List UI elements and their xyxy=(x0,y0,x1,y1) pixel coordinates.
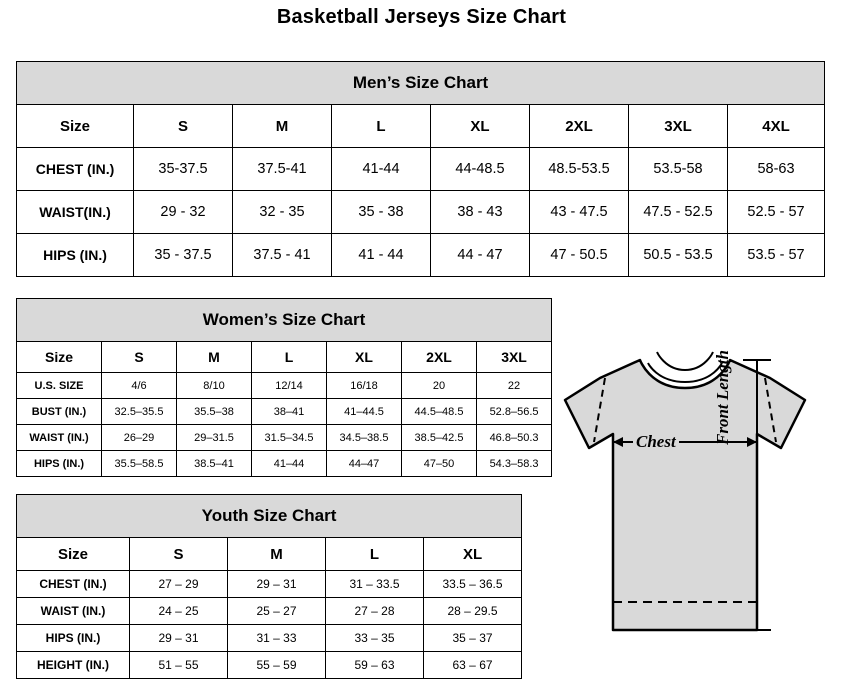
column-header: Size xyxy=(17,105,134,148)
table-cell: 59 – 63 xyxy=(326,652,424,679)
table-cell: 63 – 67 xyxy=(424,652,522,679)
table-cell: 44.5–48.5 xyxy=(402,399,477,425)
youth-size-chart-table xyxy=(16,494,522,679)
column-header: L xyxy=(326,538,424,571)
row-label: U.S. SIZE xyxy=(17,373,102,399)
table-cell: 48.5-53.5 xyxy=(530,148,629,191)
table-cell: 24 – 25 xyxy=(130,598,228,625)
column-header: M xyxy=(177,342,252,373)
table-row xyxy=(17,625,522,652)
table-cell: 47 - 50.5 xyxy=(530,234,629,277)
table-cell: 37.5 - 41 xyxy=(233,234,332,277)
table-row xyxy=(17,652,522,679)
table-cell: 28 – 29.5 xyxy=(424,598,522,625)
table-cell: 29 – 31 xyxy=(228,571,326,598)
table-cell: 55 – 59 xyxy=(228,652,326,679)
row-label: HEIGHT (IN.) xyxy=(17,652,130,679)
table-cell: 44 - 47 xyxy=(431,234,530,277)
row-label: WAIST (IN.) xyxy=(17,425,102,451)
column-header: XL xyxy=(431,105,530,148)
womens-size-chart-table xyxy=(16,298,552,477)
row-label: HIPS (IN.) xyxy=(17,625,130,652)
table-cell: 31 – 33.5 xyxy=(326,571,424,598)
table-row xyxy=(17,234,825,277)
table-cell: 58-63 xyxy=(728,148,825,191)
table-cell: 33 – 35 xyxy=(326,625,424,652)
table-cell: 31.5–34.5 xyxy=(252,425,327,451)
column-header: L xyxy=(252,342,327,373)
table-caption-row xyxy=(17,62,825,105)
table-cell: 35 - 37.5 xyxy=(134,234,233,277)
column-header: S xyxy=(134,105,233,148)
column-header: XL xyxy=(327,342,402,373)
table-cell: 35 – 37 xyxy=(424,625,522,652)
table-cell: 41–44 xyxy=(252,451,327,477)
table-cell: 35-37.5 xyxy=(134,148,233,191)
table-cell: 20 xyxy=(402,373,477,399)
table-cell: 31 – 33 xyxy=(228,625,326,652)
table-cell: 44-48.5 xyxy=(431,148,530,191)
table-row xyxy=(17,425,552,451)
table-cell: 53.5-58 xyxy=(629,148,728,191)
table-cell: 37.5-41 xyxy=(233,148,332,191)
table-caption-row xyxy=(17,299,552,342)
table-cell: 41–44.5 xyxy=(327,399,402,425)
column-header: M xyxy=(228,538,326,571)
youth-caption: Youth Size Chart xyxy=(17,495,522,538)
table-cell: 52.5 - 57 xyxy=(728,191,825,234)
row-label: CHEST (IN.) xyxy=(17,148,134,191)
table-cell: 8/10 xyxy=(177,373,252,399)
table-cell: 46.8–50.3 xyxy=(477,425,552,451)
table-row xyxy=(17,399,552,425)
table-cell: 27 – 28 xyxy=(326,598,424,625)
table-cell: 50.5 - 53.5 xyxy=(629,234,728,277)
table-row xyxy=(17,571,522,598)
table-row xyxy=(17,373,552,399)
row-label: BUST (IN.) xyxy=(17,399,102,425)
table-cell: 43 - 47.5 xyxy=(530,191,629,234)
table-cell: 29–31.5 xyxy=(177,425,252,451)
table-cell: 47–50 xyxy=(402,451,477,477)
table-header-row xyxy=(17,538,522,571)
chest-measure-label: Chest xyxy=(633,432,679,452)
table-cell: 41 - 44 xyxy=(332,234,431,277)
table-cell: 38 - 43 xyxy=(431,191,530,234)
table-cell: 38.5–41 xyxy=(177,451,252,477)
table-cell: 32 - 35 xyxy=(233,191,332,234)
table-cell: 32.5–35.5 xyxy=(102,399,177,425)
page-title: Basketball Jerseys Size Chart xyxy=(276,6,567,28)
womens-caption: Women’s Size Chart xyxy=(17,299,552,342)
table-cell: 33.5 – 36.5 xyxy=(424,571,522,598)
front-length-measure-label: Front Length xyxy=(713,350,732,445)
table-row xyxy=(17,451,552,477)
column-header: L xyxy=(332,105,431,148)
table-cell: 27 – 29 xyxy=(130,571,228,598)
column-header: Size xyxy=(17,342,102,373)
row-label: HIPS (IN.) xyxy=(17,451,102,477)
table-header-row xyxy=(17,105,825,148)
row-label: CHEST (IN.) xyxy=(17,571,130,598)
column-header: Size xyxy=(17,538,130,571)
column-header: 3XL xyxy=(477,342,552,373)
mens-caption: Men’s Size Chart xyxy=(17,62,825,105)
table-cell: 38.5–42.5 xyxy=(402,425,477,451)
column-header: S xyxy=(130,538,228,571)
column-header: 2XL xyxy=(530,105,629,148)
table-cell: 29 – 31 xyxy=(130,625,228,652)
row-label: WAIST(IN.) xyxy=(17,191,134,234)
table-cell: 38–41 xyxy=(252,399,327,425)
table-cell: 29 - 32 xyxy=(134,191,233,234)
table-cell: 12/14 xyxy=(252,373,327,399)
table-cell: 4/6 xyxy=(102,373,177,399)
jersey-shirt-icon xyxy=(545,330,835,670)
table-cell: 25 – 27 xyxy=(228,598,326,625)
table-cell: 35.5–58.5 xyxy=(102,451,177,477)
column-header: 2XL xyxy=(402,342,477,373)
table-cell: 51 – 55 xyxy=(130,652,228,679)
table-cell: 35.5–38 xyxy=(177,399,252,425)
column-header: S xyxy=(102,342,177,373)
table-cell: 54.3–58.3 xyxy=(477,451,552,477)
row-label: WAIST (IN.) xyxy=(17,598,130,625)
table-cell: 26–29 xyxy=(102,425,177,451)
table-row xyxy=(17,148,825,191)
table-cell: 41-44 xyxy=(332,148,431,191)
column-header: XL xyxy=(424,538,522,571)
mens-size-chart-table xyxy=(16,61,825,277)
table-cell: 52.8–56.5 xyxy=(477,399,552,425)
table-cell: 35 - 38 xyxy=(332,191,431,234)
table-header-row xyxy=(17,342,552,373)
column-header: 4XL xyxy=(728,105,825,148)
table-cell: 34.5–38.5 xyxy=(327,425,402,451)
table-row xyxy=(17,191,825,234)
column-header: 3XL xyxy=(629,105,728,148)
table-cell: 16/18 xyxy=(327,373,402,399)
table-caption-row xyxy=(17,495,522,538)
table-row xyxy=(17,598,522,625)
table-cell: 53.5 - 57 xyxy=(728,234,825,277)
column-header: M xyxy=(233,105,332,148)
row-label: HIPS (IN.) xyxy=(17,234,134,277)
jersey-measurement-diagram xyxy=(545,330,835,670)
table-cell: 44–47 xyxy=(327,451,402,477)
table-cell: 47.5 - 52.5 xyxy=(629,191,728,234)
table-cell: 22 xyxy=(477,373,552,399)
